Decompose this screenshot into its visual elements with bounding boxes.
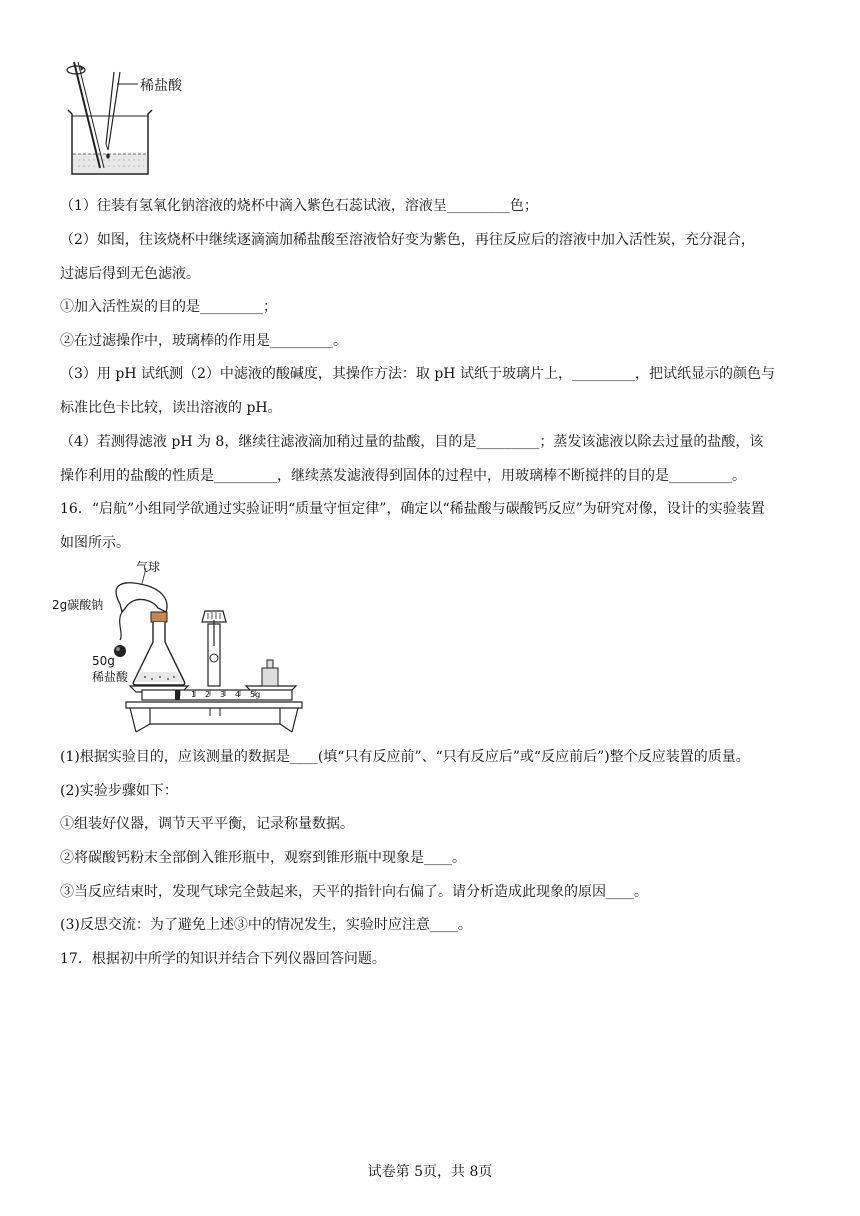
acid-amount-label: 50g — [92, 654, 115, 668]
q16-intro-a: 16．“启航”小组同学欲通过实验证明“质量守恒定律”，确定以“稀盐酸与碳酸钙反应”为研究对像，设计的实验装置 — [60, 501, 765, 517]
ruler-tick-3: 3 — [220, 690, 226, 699]
q16-part2: (2)实验步骤如下： — [60, 783, 178, 799]
q16-part2-step2: ②将碳酸钙粉末全部倒入锥形瓶中，观察到锥形瓶中现象是____。 — [60, 850, 466, 866]
q15-part3-b: 标准比色卡比较，读出溶液的 pH。 — [60, 400, 282, 416]
q15-part4-b: 操作利用的盐酸的性质是_________，继续蒸发滤液得到固体的过程中，用玻璃棒不断搅拌的目的是_________。 — [60, 468, 746, 484]
q15-part1: （1）往装有氢氧化钠溶液的烧杯中滴入紫色石蕊试液，溶液呈_________色； — [60, 198, 538, 214]
beaker-illustration — [60, 50, 210, 180]
page-footer: 试卷第 5页，共 8页 — [367, 1164, 493, 1180]
beaker-figure — [60, 50, 210, 180]
balloon-label: 气球 — [136, 560, 161, 574]
q16-intro-b: 如图所示。 — [60, 535, 130, 551]
balance-figure — [50, 556, 310, 741]
sodium-carbonate-label: 2g碳酸钠 — [52, 598, 104, 612]
q16-part2-step1: ①组装好仪器，调节天平平衡，记录称量数据。 — [60, 816, 354, 832]
ruler-tick-2: 2 — [205, 690, 211, 699]
q15-part3-a: （3）用 pH 试纸测（2）中滤液的酸碱度，其操作方法：取 pH 试纸于玻璃片上，_________，把试纸显示的颜色与 — [60, 366, 775, 382]
q16-part2-step3: ③当反应结束时，发现气球完全鼓起来，天平的指针向右偏了。请分析造成此现象的原因____。 — [60, 884, 648, 900]
q16-part3: (3)反思交流：为了避免上述③中的情况发生，实验时应注意____。 — [60, 917, 472, 933]
q15-part4-a: （4）若测得滤液 pH 为 8，继续往滤液滴加稍过量的盐酸，目的是_________；蒸发该滤液以除去过量的盐酸，该 — [60, 434, 764, 450]
q17-intro: 17．根据初中所学的知识并结合下列仪器回答问题。 — [60, 951, 386, 967]
dilute-hcl-label: 稀盐酸 — [140, 78, 182, 94]
ruler-tick-4: 4 — [235, 690, 241, 699]
q15-part2-d: ②在过滤操作中，玻璃棒的作用是_________。 — [60, 333, 347, 349]
q15-part2-c: ①加入活性炭的目的是_________； — [60, 299, 277, 315]
balance-illustration — [50, 556, 310, 741]
ruler-tick-1: 1 — [191, 690, 197, 699]
acid-name-label: 稀盐酸 — [92, 670, 129, 684]
ruler-tick-5: 5g — [250, 690, 261, 699]
q15-part2-b: 过滤后得到无色滤液。 — [60, 266, 200, 282]
q15-part2-a: （2）如图，往该烧杯中继续逐滴滴加稀盐酸至溶液恰好变为紫色，再往反应后的溶液中加入活性炭，充分混合， — [60, 232, 755, 248]
q16-part1: (1)根据实验目的，应该测量的数据是____(填“只有反应前”、“只有反应后”或“反应前后”)整个反应装置的质量。 — [60, 749, 750, 765]
